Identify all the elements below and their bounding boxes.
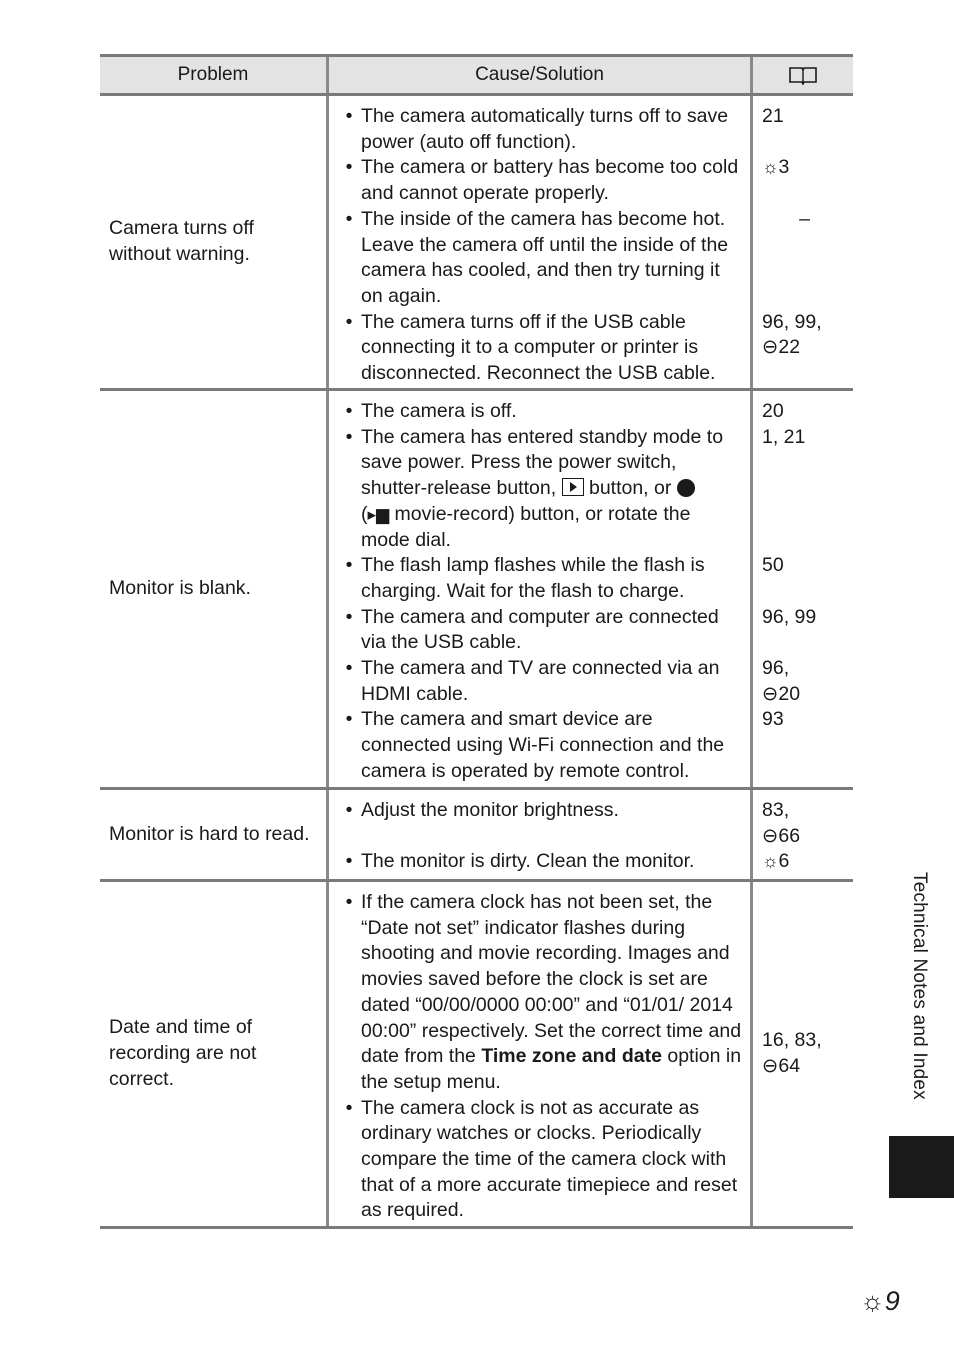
record-icon (677, 479, 695, 497)
tips-icon: ☼ (860, 1286, 885, 1316)
table-row (100, 790, 853, 882)
list-item: • The camera has entered standby mode to save power. Press the power switch, shutter-release button, button, or (▸▆ movie-record) button, or rotate the mode dial. (345, 425, 724, 551)
list-item: • If the camera clock has not been set, the “Date not set” indicator flashes during shooting and movie recording. Images and movies saved before the clock is set are dated “00/00/0000 00:00” and “01/01/ 2014 00:00” respectively. Set the correct time and date from the Time zone and date option in the setup menu. (345, 891, 742, 1093)
section-tab-marker (889, 1136, 954, 1198)
problem-cell: Date and time of recording are not correct. (100, 882, 329, 1226)
cause-cell (329, 391, 753, 787)
ref-cell: 21 ☼3 – 96, 99, ⊖22 (762, 105, 822, 359)
problem-cell: Camera turns off without warning. (100, 96, 329, 388)
list-item: • The flash lamp flashes while the flash is charging. Wait for the flash to charge. (345, 554, 705, 602)
tips-icon: ☼ (762, 157, 779, 178)
section-side-label: Technical Notes and Index (909, 872, 930, 1100)
playback-icon (562, 478, 584, 496)
reference-icon: ⊖ (762, 336, 779, 359)
movie-record-icon: ▸▆ (367, 504, 390, 524)
table-row (100, 391, 853, 790)
list-item: • The monitor is dirty. Clean the monitor. (345, 850, 695, 873)
ref-cell: 83, ⊖66 ☼6 (753, 790, 853, 879)
list-item: • The camera automatically turns off to save power (auto off function). (345, 105, 729, 153)
list-item: • Adjust the monitor brightness. (345, 799, 619, 821)
table-row (100, 96, 853, 391)
reference-icon: ⊖ (762, 824, 779, 847)
list-item: • The camera or battery has become too cold and cannot operate properly. (345, 156, 739, 205)
cause-cell (329, 790, 753, 879)
reference-icon: ⊖ (762, 1055, 779, 1077)
header-cause-solution: Cause/Solution (329, 57, 753, 93)
cause-cell (329, 882, 753, 1226)
problem-cell: Monitor is blank. (100, 391, 329, 787)
cause-cell (329, 96, 753, 388)
list-item: • The camera and TV are connected via an HDMI cable. (345, 657, 720, 705)
list-item: • The camera and computer are connected via the USB cable. (345, 605, 719, 654)
troubleshooting-table (100, 54, 853, 1229)
list-item: • The camera is off. (345, 400, 517, 422)
ref-cell: 20 1, 21 50 96, 99 96, ⊖20 93 (762, 400, 817, 731)
table-row (100, 882, 853, 1229)
page-number: ☼9 (860, 1286, 900, 1316)
problem-cell: Monitor is hard to read. (100, 790, 329, 879)
header-problem: Problem (100, 57, 329, 93)
reference-icon: ⊖ (762, 682, 779, 705)
table-header (100, 57, 853, 96)
ref-cell: 16, 83, ⊖64 (762, 1029, 822, 1077)
list-item: • The inside of the camera has become hot. Leave the camera off until the inside of the camera has cooled, and then try turning it on again. (345, 207, 729, 307)
list-item: • The camera and smart device are connected using Wi-Fi connection and the camera is operated by remote control. (345, 708, 725, 782)
tips-icon: ☼ (762, 851, 779, 872)
book-icon (753, 57, 853, 93)
list-item: • The camera clock is not as accurate as ordinary watches or clocks. Periodically compare the time of the camera clock with that of a more accurate timepiece and reset as required. (345, 1096, 738, 1222)
list-item: • The camera turns off if the USB cable connecting it to a computer or printer is disconnected. Reconnect the USB cable. (345, 310, 716, 385)
